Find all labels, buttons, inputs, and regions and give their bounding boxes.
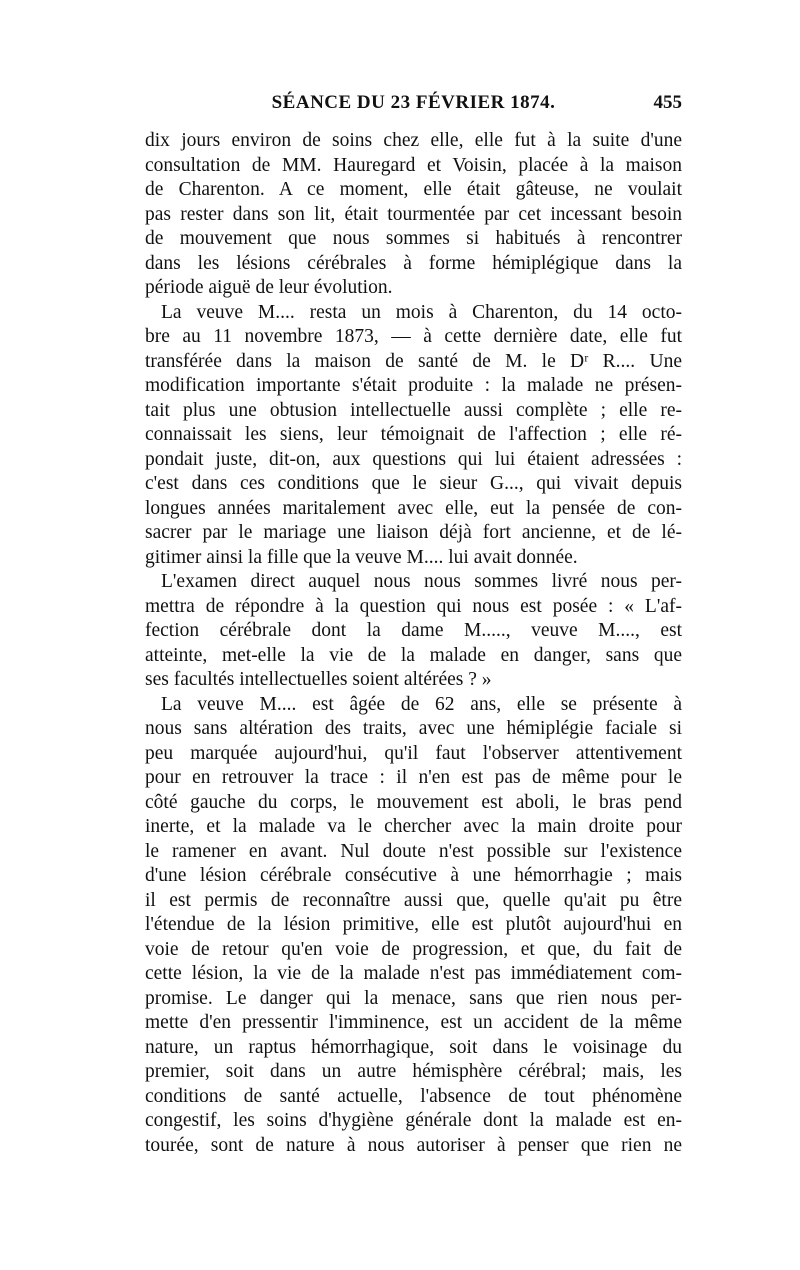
text-line: promise. Le danger qui la menace, sans que rien nous per- [145,987,682,1009]
text-line: longues années maritalement avec elle, eut la pensée de con- [145,497,682,519]
text-line: pour en retrouver la trace : il n'en est pas de même pour le [145,767,682,788]
text-line: inerte, et la malade va le chercher avec la main droite pour [145,816,682,837]
text-line: L'examen direct auquel nous nous sommes livré nous per- [161,571,682,592]
text-line: le ramener en avant. Nul doute n'est possible sur l'existence [145,840,682,862]
text-line: voie de retour qu'en voie de progression, et que, du fait de [145,938,682,960]
text-line: côté gauche du corps, le mouvement est aboli, le bras pend [145,791,682,813]
page-header [145,92,682,118]
text-line: d'une lésion cérébrale consécutive à une hémorrhagie ; mais [145,865,682,886]
text-line: ses facultés intellectuelles soient altérées ? » [145,669,492,690]
text-line: nous sans altération des traits, avec une hémiplégie faciale si [145,718,682,739]
text-line: premier, soit dans un autre hémisphère cérébral; mais, les [145,1061,682,1082]
text-line: modification importante s'était produite : la malade ne présen- [145,375,682,396]
text-line: tait plus une obtusion intellectuelle aussi complète ; elle re- [145,399,682,421]
text-line: congestif, les soins d'hygiène générale dont la malade est en- [145,1110,682,1131]
page-number: 455 [653,92,682,113]
text-line: bre au 11 novembre 1873, — à cette dernière date, elle fut [145,326,682,347]
text-line: connaissait les siens, leur témoignait de l'affection ; elle ré- [145,424,682,445]
text-line: il est permis de reconnaître aussi que, quelle qu'ait pu être [145,889,682,911]
text-line: dans les lésions cérébrales à forme hémiplégique dans la [145,252,682,274]
text-line: mettra de répondre à la question qui nous est posée : « L'af- [145,595,682,617]
text-line: mette d'en pressentir l'imminence, est un accident de la même [145,1012,682,1033]
text-line: période aiguë de leur évolution. [145,277,393,298]
text-line: pas rester dans son lit, était tourmentée par cet incessant besoin [145,203,682,225]
text-line: transférée dans la maison de santé de M. le Dʳ R.... Une [145,350,682,372]
text-line: tourée, sont de nature à nous autoriser à penser que rien ne [145,1134,682,1156]
text-line: de mouvement que nous sommes si habitués à rencontrer [145,228,682,249]
text-line: de Charenton. A ce moment, elle était gâteuse, ne voulait [145,179,682,200]
text-line: consultation de MM. Hauregard et Voisin, placée à la maison [145,154,682,176]
text-line: dix jours environ de soins chez elle, elle fut à la suite d'une [145,130,682,151]
text-line: La veuve M.... resta un mois à Charenton, du 14 octo- [161,301,682,323]
text-line: peu marquée aujourd'hui, qu'il faut l'observer attentivement [145,742,682,764]
text-line: La veuve M.... est âgée de 62 ans, elle se présente à [161,693,682,715]
text-line: cette lésion, la vie de la malade n'est pas immédiatement com- [145,963,682,984]
text-line: nature, un raptus hémorrhagique, soit dans le voisinage du [145,1036,682,1058]
running-title: SÉANCE DU 23 FÉVRIER 1874. [271,92,556,113]
text-line: sacrer par le mariage une liaison déjà fort ancienne, et de lé- [145,522,682,543]
text-line: l'étendue de la lésion primitive, elle est plutôt aujourd'hui en [145,914,682,935]
text-line: pondait juste, dit-on, aux questions qui lui étaient adressées : [145,448,682,470]
text-line: atteinte, met-elle la vie de la malade en danger, sans que [145,644,682,666]
text-line: c'est dans ces conditions que le sieur G..., qui vivait depuis [145,473,682,494]
body-text [145,129,682,1158]
text-line: conditions de santé actuelle, l'absence de tout phénomène [145,1085,682,1107]
text-line: fection cérébrale dont la dame M....., veuve M...., est [145,620,682,641]
text-line: gitimer ainsi la fille que la veuve M.... lui avait donnée. [145,546,578,568]
